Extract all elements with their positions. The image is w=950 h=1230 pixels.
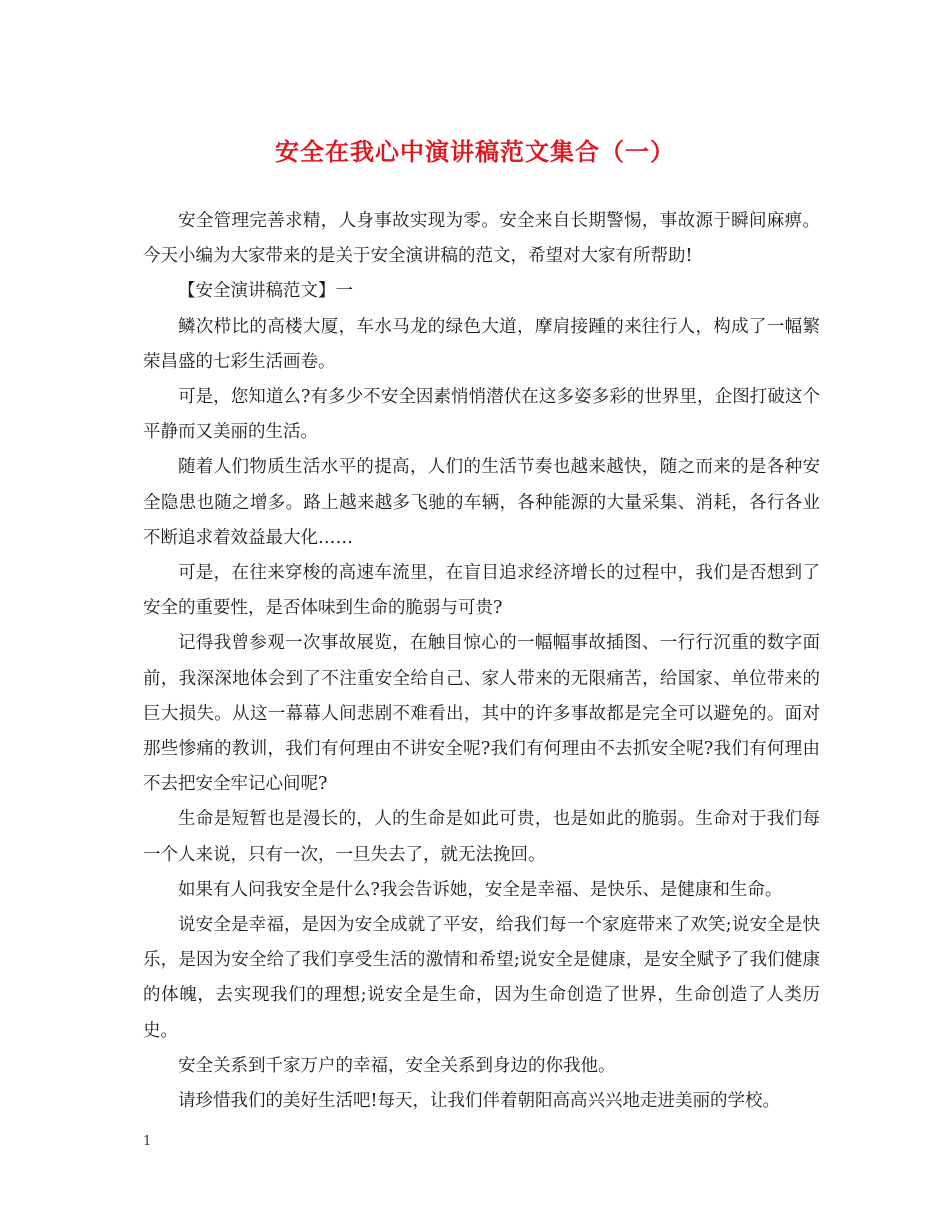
- paragraph: 说安全是幸福，是因为安全成就了平安，给我们每一个家庭带来了欢笑;说安全是快乐，是因为安全给了我们享受生活的激情和希望;说安全是健康，是安全赋予了我们健康的体魄，去实现我们的理想;说安全是生命，因为生命创造了世界，生命创造了人类历史。: [143, 915, 820, 1041]
- paragraph: 鳞次栉比的高楼大厦，车水马龙的绿色大道，摩肩接踵的来往行人，构成了一幅繁荣昌盛的七彩生活画卷。: [143, 316, 820, 372]
- paragraph: 记得我曾参观一次事故展览，在触目惊心的一幅幅事故插图、一行行沉重的数字面前，我深深地体会到了不注重安全给自己、家人带来的无限痛苦，给国家、单位带来的巨大损失。从这一幕幕人间悲剧不难看出，其中的许多事故都是完全可以避免的。面对那些惨痛的教训，我们有何理由不讲安全呢?我们有何理由不去抓安全呢?我们有何理由不去把安全牢记心间呢?: [143, 633, 820, 795]
- paragraph: 可是，在往来穿梭的高速车流里，在盲目追求经济增长的过程中，我们是否想到了安全的重要性，是否体味到生命的脆弱与可贵?: [143, 563, 820, 619]
- paragraph: 可是，您知道么?有多少不安全因素悄悄潜伏在这多姿多彩的世界里，企图打破这个平静而又美丽的生活。: [143, 387, 820, 443]
- paragraph: 随着人们物质生活水平的提高，人们的生活节奏也越来越快，随之而来的是各种安全隐患也随之增多。路上越来越多飞驰的车辆，各种能源的大量采集、消耗，各行各业不断追求着效益最大化……: [143, 457, 820, 548]
- paragraph-intro: 安全管理完善求精，人身事故实现为零。安全来自长期警惕，事故源于瞬间麻痹。今天小编为大家带来的是关于安全演讲稿的范文，希望对大家有所帮助!: [143, 211, 820, 267]
- document-body: [143, 204, 820, 1119]
- document-title: 安全在我心中演讲稿范文集合（一）: [275, 137, 675, 166]
- paragraph-section-heading: 【安全演讲稿范文】一: [178, 281, 353, 302]
- paragraph: 如果有人问我安全是什么?我会告诉她，安全是幸福、是快乐、是健康和生命。: [178, 879, 783, 900]
- page-number: 1: [143, 1134, 152, 1149]
- paragraph: 请珍惜我们的美好生活吧!每天，让我们伴着朝阳高高兴兴地走进美丽的学校。: [178, 1091, 781, 1112]
- paragraph: 安全关系到千家万户的幸福，安全关系到身边的你我他。: [178, 1055, 616, 1076]
- paragraph: 生命是短暂也是漫长的，人的生命是如此可贵，也是如此的脆弱。生命对于我们每一个人来说，只有一次，一旦失去了，就无法挽回。: [143, 809, 820, 865]
